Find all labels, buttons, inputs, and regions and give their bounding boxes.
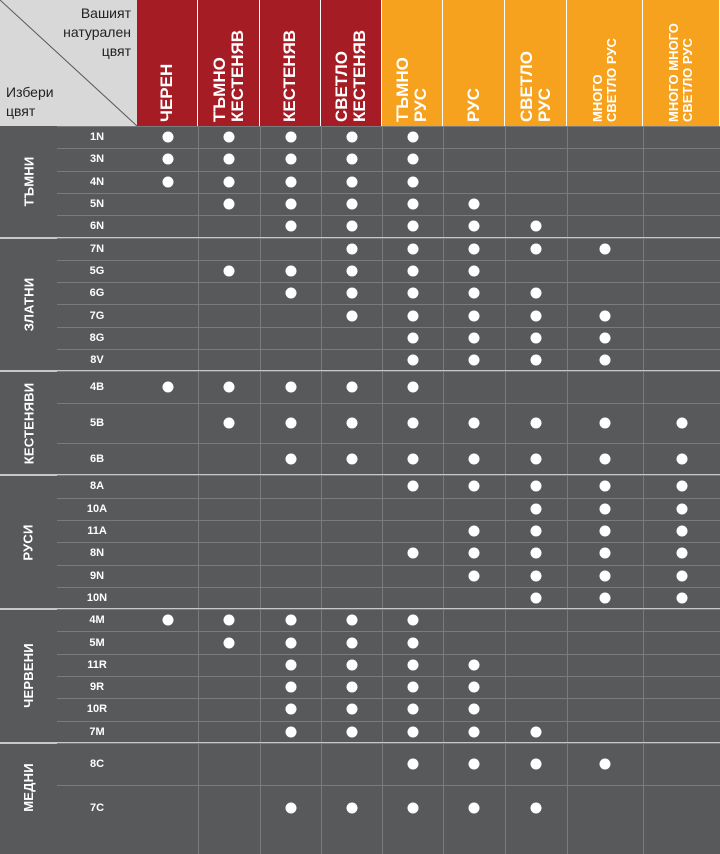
table-row [57,565,720,587]
row-code-label: 10R [86,703,108,716]
corner-choose-color-label [6,83,54,121]
table-row [57,403,720,443]
availability-dot [407,265,418,276]
row-code-label: 7C [89,802,105,815]
availability-dot [224,382,235,393]
row-code-label: 8C [89,757,105,770]
table-row [57,698,720,720]
availability-dot [407,199,418,210]
availability-dot [346,199,357,210]
availability-dot [224,154,235,165]
availability-dot [346,615,357,626]
availability-dot [346,243,357,254]
column-header-label: СВЕТЛО КЕСТЕНЯВ [332,29,369,122]
row-code-label: 5G [89,264,105,277]
availability-dot [469,199,480,210]
availability-dot [407,154,418,165]
availability-dot [531,332,542,343]
column-header-label: КЕСТЕНЯВ [280,29,300,122]
availability-dot [531,355,542,366]
row-code-label: 11A [87,525,107,538]
availability-dot [600,243,611,254]
availability-dot [469,265,480,276]
availability-dot [285,265,296,276]
table-row [57,215,720,237]
availability-dot [162,615,173,626]
availability-dot [676,570,687,581]
table-row [57,542,720,564]
availability-dot [531,288,542,299]
availability-dot [407,659,418,670]
table-row [57,304,720,326]
availability-dot [676,454,687,465]
row-code-label: 8N [89,547,105,560]
availability-dot [346,176,357,187]
availability-dot [224,637,235,648]
availability-dot [407,704,418,715]
availability-dot [407,758,418,769]
availability-dot [531,243,542,254]
availability-dot [531,592,542,603]
availability-dot [346,418,357,429]
row-code-label: 3N [89,153,105,166]
column-header [567,0,643,126]
availability-dot [531,418,542,429]
availability-dot [346,221,357,232]
row-code-label: 4M [89,614,105,627]
table-row [57,171,720,193]
column-header-label: СВЕТЛО РУС [516,50,554,122]
group-label [0,743,57,832]
row-code-label: 4N [89,175,105,188]
group-label-text: МЕДНИ [21,763,36,812]
corner-bottom-line: цвят [6,103,36,119]
row-code-label: 10A [86,502,108,515]
availability-dot [162,154,173,165]
availability-dot [469,704,480,715]
availability-dot [285,221,296,232]
availability-dot [285,132,296,143]
availability-dot [285,726,296,737]
row-code-label: 9R [89,681,105,694]
availability-dot [162,132,173,143]
table-row [57,443,720,475]
column-header [198,0,260,126]
column-header [643,0,720,126]
availability-dot [224,418,235,429]
availability-dot [407,132,418,143]
table-row [57,631,720,653]
availability-dot [224,176,235,187]
corner-top-line: натурален [63,24,131,40]
availability-dot [224,132,235,143]
group-label-text: ЧЕРВЕНИ [21,643,37,709]
table-row [57,785,720,832]
row-code-label: 7N [89,242,105,255]
table-row [57,520,720,542]
availability-dot [162,382,173,393]
availability-dot [285,637,296,648]
row-code-label: 6N [89,220,105,233]
availability-dot [346,659,357,670]
table-row [57,654,720,676]
availability-dot [469,454,480,465]
column-header-label: ТЪМНО РУС [393,57,430,122]
group-label [0,126,57,238]
availability-dot [346,682,357,693]
corner-top-line: Вашият [80,5,131,21]
table-row [57,126,720,148]
availability-dot [469,481,480,492]
row-code-label: 9N [89,569,105,582]
availability-dot [469,288,480,299]
availability-dot [407,382,418,393]
availability-dot [676,526,687,537]
availability-dot [531,310,542,321]
availability-dot [346,265,357,276]
row-code-label: 6B [89,453,105,466]
availability-dot [531,570,542,581]
availability-dot [531,526,542,537]
availability-dot [285,454,296,465]
group-label [0,609,57,743]
availability-dot [407,615,418,626]
group-label-text: ЗЛАТНИ [21,277,36,332]
table-row [57,238,720,260]
table-row [57,676,720,698]
table-row [57,282,720,304]
availability-dot [531,758,542,769]
row-code-label: 10N [86,591,108,604]
group-label-text: КЕСТЕНЯВИ [21,382,37,465]
availability-dot [469,221,480,232]
availability-dot [600,454,611,465]
availability-dot [600,548,611,559]
availability-dot [469,548,480,559]
availability-dot [469,682,480,693]
availability-dot [531,481,542,492]
corner-top-line: цвят [101,43,131,59]
table-row [57,587,720,609]
availability-dot [407,176,418,187]
availability-dot [285,382,296,393]
availability-dot [346,382,357,393]
availability-dot [600,758,611,769]
availability-dot [346,310,357,321]
availability-dot [346,288,357,299]
row-code-label: 5N [89,198,105,211]
availability-dot [469,526,480,537]
availability-dot [407,332,418,343]
availability-dot [285,803,296,814]
availability-dot [285,682,296,693]
corner-bottom-line: Избери [6,84,54,100]
availability-dot [531,726,542,737]
row-code-label: 4B [89,381,105,394]
availability-dot [469,570,480,581]
column-header [137,0,198,126]
group-label-text: РУСИ [21,524,36,561]
table-row [57,609,720,631]
availability-dot [407,548,418,559]
column-header [505,0,567,126]
availability-dot [407,454,418,465]
availability-dot [407,682,418,693]
availability-dot [531,803,542,814]
availability-dot [469,355,480,366]
table-row [57,148,720,170]
availability-dot [407,355,418,366]
availability-dot [407,803,418,814]
availability-dot [407,288,418,299]
availability-dot [469,659,480,670]
availability-dot [407,637,418,648]
availability-dot [407,221,418,232]
availability-dot [600,481,611,492]
availability-dot [600,310,611,321]
availability-dot [676,481,687,492]
corner-natural-color-label [63,4,131,61]
availability-dot [285,154,296,165]
table-row [57,721,720,743]
availability-dot [600,332,611,343]
row-code-label: 6G [89,287,105,300]
availability-dot [469,332,480,343]
corner-cell [0,0,137,126]
availability-dot [531,503,542,514]
availability-dot [469,803,480,814]
availability-dot [531,454,542,465]
availability-dot [285,176,296,187]
availability-dot [346,803,357,814]
row-code-label: 5M [89,636,105,649]
column-header-label: ТЪМНО КЕСТЕНЯВ [209,29,247,122]
row-code-label: 11R [87,658,107,671]
availability-dot [600,570,611,581]
availability-dot [469,758,480,769]
column-header-label: ЧЕРЕН [157,63,177,122]
availability-dot [600,592,611,603]
availability-dot [469,726,480,737]
availability-dot [407,243,418,254]
availability-dot [285,615,296,626]
column-header [443,0,505,126]
group-label [0,475,57,609]
availability-dot [469,310,480,321]
row-code-label: 8G [89,331,105,344]
group-label-text: ТЪМНИ [21,156,36,207]
availability-dot [600,355,611,366]
availability-dot [285,288,296,299]
availability-dot [600,418,611,429]
table-row [57,193,720,215]
availability-dot [469,243,480,254]
row-code-label: 8V [90,354,104,367]
column-header-label: РУС [463,88,483,122]
availability-dot [676,418,687,429]
availability-dot [346,726,357,737]
availability-dot [407,481,418,492]
availability-dot [346,154,357,165]
availability-dot [346,704,357,715]
availability-dot [676,503,687,514]
availability-dot [162,176,173,187]
row-code-label: 1N [89,131,105,144]
availability-dot [676,548,687,559]
table-row [57,371,720,403]
table-row [57,743,720,785]
availability-dot [346,454,357,465]
availability-dot [224,265,235,276]
availability-dot [531,548,542,559]
availability-dot [600,526,611,537]
availability-dot [285,704,296,715]
group-label [0,238,57,372]
column-header [382,0,443,126]
column-header [260,0,321,126]
availability-dot [469,418,480,429]
row-code-label: 8A [89,480,105,493]
table-row [57,327,720,349]
availability-dot [346,132,357,143]
table-row [57,475,720,497]
availability-dot [346,637,357,648]
availability-dot [285,418,296,429]
availability-dot [676,592,687,603]
column-header-label: МНОГО СВЕТЛО РУС [589,38,619,122]
availability-dot [600,503,611,514]
availability-dot [531,221,542,232]
group-label [0,371,57,475]
column-header [321,0,382,126]
availability-dot [407,310,418,321]
availability-dot [407,726,418,737]
table-row [57,260,720,282]
table-row [57,498,720,520]
table-row [57,349,720,371]
row-code-label: 7M [89,725,105,738]
availability-dot [407,418,418,429]
availability-dot [285,659,296,670]
availability-dot [224,199,235,210]
row-code-label: 7G [89,309,105,322]
availability-dot [285,199,296,210]
row-code-label: 5B [89,417,105,430]
availability-dot [224,615,235,626]
column-header-label: МНОГО МНОГО СВЕТЛО РУС [666,23,695,122]
